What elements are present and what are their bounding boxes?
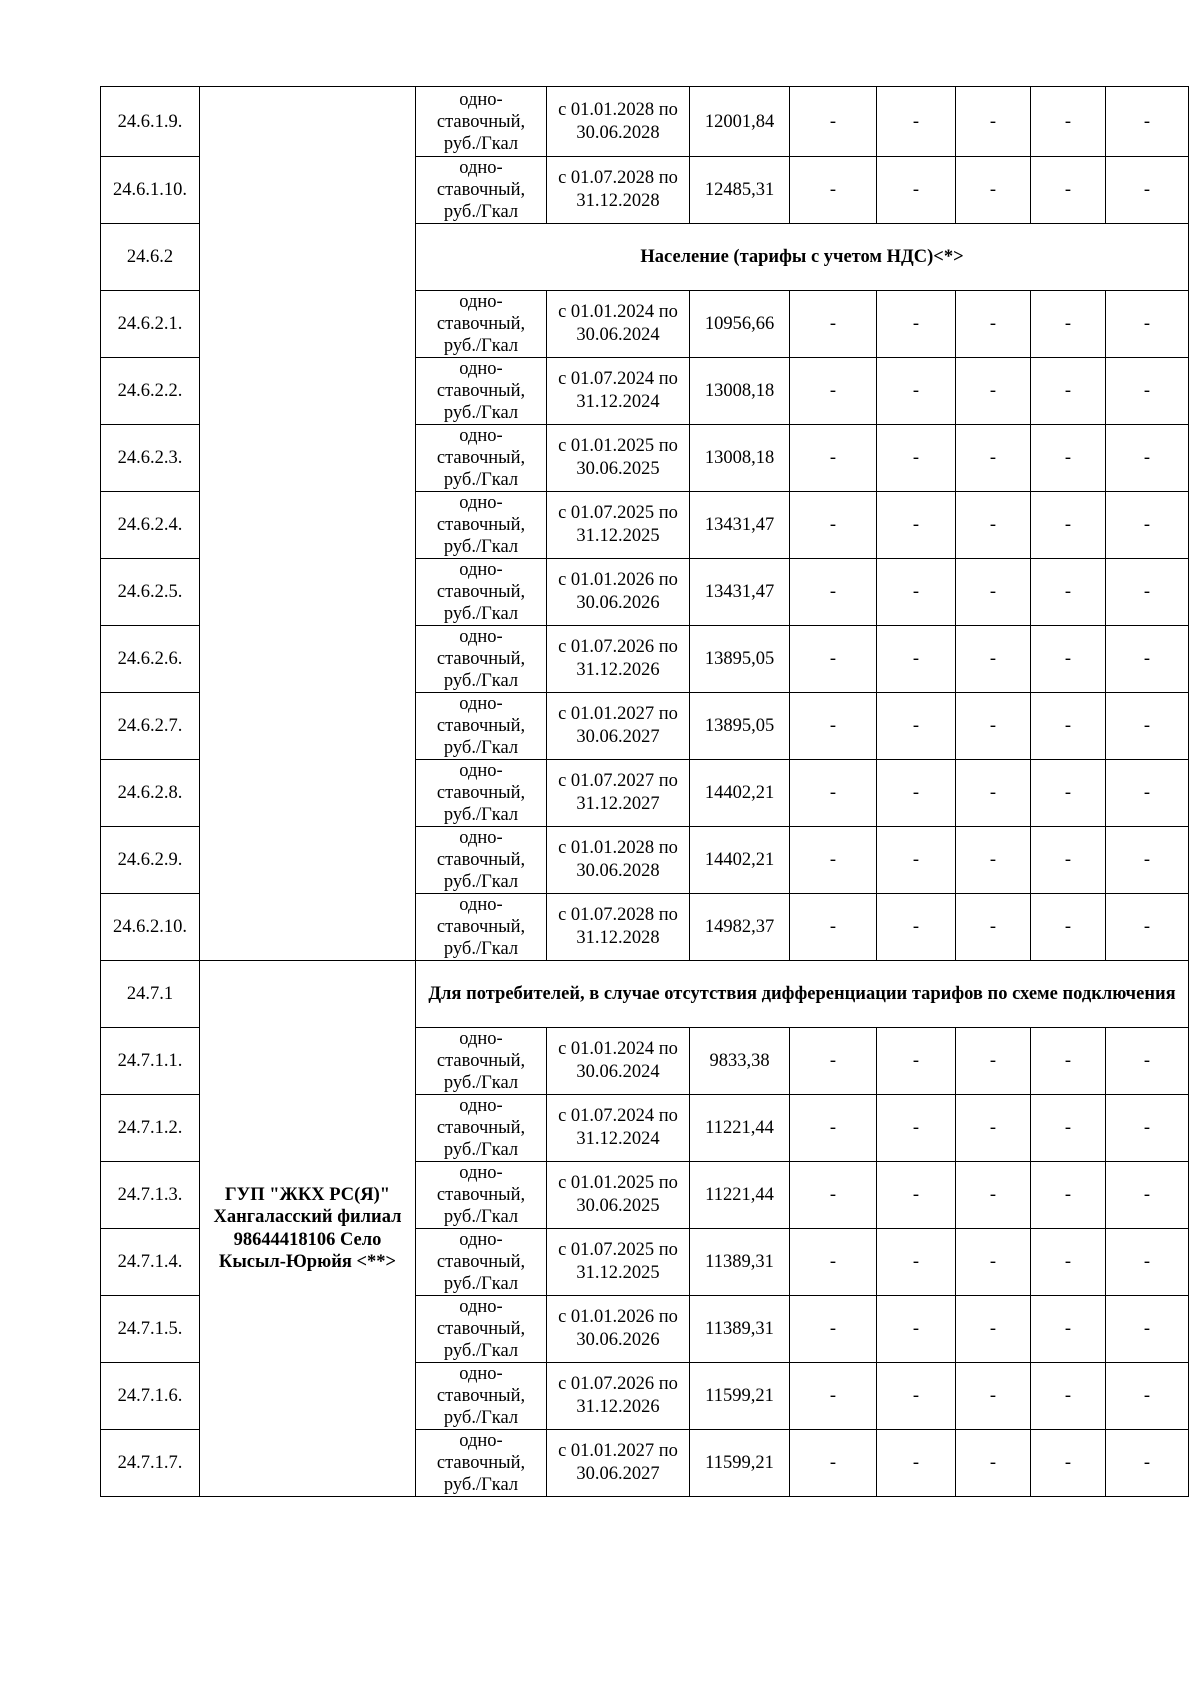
row-number: 24.6.2.1. [101, 291, 200, 358]
tariff-table [100, 86, 1189, 1497]
empty-value: - [956, 425, 1031, 492]
tariff-value: 13008,18 [690, 425, 790, 492]
empty-value: - [877, 1028, 956, 1095]
row-number: 24.6.2.2. [101, 358, 200, 425]
table-row [101, 87, 1189, 157]
empty-value: - [877, 559, 956, 626]
empty-value: - [877, 1296, 956, 1363]
period: с 01.07.2028 по 31.12.2028 [547, 894, 690, 961]
empty-value: - [790, 87, 877, 157]
tariff-value: 13008,18 [690, 358, 790, 425]
rate-type: одно-ставочный, руб./Гкал [416, 559, 547, 626]
period: с 01.01.2026 по 30.06.2026 [547, 559, 690, 626]
empty-value: - [1031, 626, 1106, 693]
row-number: 24.6.2.10. [101, 894, 200, 961]
empty-value: - [956, 1430, 1031, 1497]
empty-value: - [877, 693, 956, 760]
empty-value: - [956, 827, 1031, 894]
rate-type: одно-ставочный, руб./Гкал [416, 693, 547, 760]
empty-value: - [1031, 87, 1106, 157]
section-title: Население (тарифы с учетом НДС)<*> [416, 224, 1189, 291]
empty-value: - [877, 358, 956, 425]
rate-type: одно-ставочный, руб./Гкал [416, 1296, 547, 1363]
row-number: 24.7.1.7. [101, 1430, 200, 1497]
tariff-value: 9833,38 [690, 1028, 790, 1095]
tariff-table-body [101, 87, 1189, 1497]
empty-value: - [1106, 492, 1189, 559]
empty-value: - [877, 1363, 956, 1430]
section-row [101, 961, 1189, 1028]
empty-value: - [956, 1162, 1031, 1229]
period: с 01.01.2028 по 30.06.2028 [547, 827, 690, 894]
empty-value: - [877, 1162, 956, 1229]
rate-type: одно-ставочный, руб./Гкал [416, 1162, 547, 1229]
tariff-value: 12485,31 [690, 157, 790, 224]
empty-value: - [790, 1430, 877, 1497]
empty-value: - [1031, 1028, 1106, 1095]
row-number: 24.6.2.3. [101, 425, 200, 492]
period: с 01.07.2026 по 31.12.2026 [547, 1363, 690, 1430]
empty-value: - [1106, 1229, 1189, 1296]
empty-value: - [1031, 1363, 1106, 1430]
empty-value: - [790, 1095, 877, 1162]
empty-value: - [790, 894, 877, 961]
empty-value: - [790, 425, 877, 492]
rate-type: одно-ставочный, руб./Гкал [416, 87, 547, 157]
rate-type: одно-ставочный, руб./Гкал [416, 827, 547, 894]
rate-type: одно-ставочный, руб./Гкал [416, 358, 547, 425]
empty-value: - [1031, 291, 1106, 358]
period: с 01.07.2024 по 31.12.2024 [547, 358, 690, 425]
empty-value: - [877, 87, 956, 157]
row-number: 24.7.1.4. [101, 1229, 200, 1296]
row-number: 24.6.2.7. [101, 693, 200, 760]
empty-value: - [790, 157, 877, 224]
empty-value: - [1031, 1095, 1106, 1162]
tariff-value: 11389,31 [690, 1229, 790, 1296]
row-number: 24.6.2.4. [101, 492, 200, 559]
empty-value: - [1106, 358, 1189, 425]
rate-type: одно-ставочный, руб./Гкал [416, 1095, 547, 1162]
period: с 01.01.2025 по 30.06.2025 [547, 425, 690, 492]
empty-value: - [1031, 760, 1106, 827]
organization-cell: ГУП "ЖКХ РС(Я)" Хангаласский филиал 98644418106 Село Кысыл-Юрюйя <**> [200, 961, 416, 1497]
empty-value: - [1106, 760, 1189, 827]
period: с 01.01.2028 по 30.06.2028 [547, 87, 690, 157]
empty-value: - [790, 1229, 877, 1296]
empty-value: - [956, 87, 1031, 157]
row-number: 24.7.1 [101, 961, 200, 1028]
empty-value: - [956, 693, 1031, 760]
empty-value: - [1106, 291, 1189, 358]
period: с 01.01.2026 по 30.06.2026 [547, 1296, 690, 1363]
empty-value: - [1106, 425, 1189, 492]
empty-value: - [956, 492, 1031, 559]
empty-value: - [877, 291, 956, 358]
empty-value: - [877, 1229, 956, 1296]
row-number: 24.6.2.9. [101, 827, 200, 894]
organization-cell [200, 87, 416, 961]
row-number: 24.7.1.5. [101, 1296, 200, 1363]
period: с 01.07.2025 по 31.12.2025 [547, 1229, 690, 1296]
row-number: 24.7.1.6. [101, 1363, 200, 1430]
tariff-value: 14402,21 [690, 827, 790, 894]
rate-type: одно-ставочный, руб./Гкал [416, 492, 547, 559]
empty-value: - [790, 1296, 877, 1363]
empty-value: - [877, 1095, 956, 1162]
row-number: 24.7.1.2. [101, 1095, 200, 1162]
empty-value: - [790, 626, 877, 693]
tariff-value: 13895,05 [690, 626, 790, 693]
row-number: 24.7.1.3. [101, 1162, 200, 1229]
empty-value: - [1106, 87, 1189, 157]
empty-value: - [1031, 827, 1106, 894]
row-number: 24.6.2.5. [101, 559, 200, 626]
tariff-value: 11599,21 [690, 1363, 790, 1430]
tariff-value: 10956,66 [690, 291, 790, 358]
period: с 01.01.2024 по 30.06.2024 [547, 1028, 690, 1095]
empty-value: - [1031, 894, 1106, 961]
empty-value: - [1031, 1296, 1106, 1363]
rate-type: одно-ставочный, руб./Гкал [416, 894, 547, 961]
empty-value: - [790, 1028, 877, 1095]
rate-type: одно-ставочный, руб./Гкал [416, 1430, 547, 1497]
empty-value: - [956, 1028, 1031, 1095]
empty-value: - [1106, 693, 1189, 760]
row-number: 24.6.2 [101, 224, 200, 291]
rate-type: одно-ставочный, руб./Гкал [416, 157, 547, 224]
empty-value: - [956, 760, 1031, 827]
rate-type: одно-ставочный, руб./Гкал [416, 1229, 547, 1296]
row-number: 24.6.1.9. [101, 87, 200, 157]
empty-value: - [790, 693, 877, 760]
empty-value: - [1031, 358, 1106, 425]
period: с 01.01.2024 по 30.06.2024 [547, 291, 690, 358]
empty-value: - [1106, 1363, 1189, 1430]
empty-value: - [877, 827, 956, 894]
empty-value: - [1031, 693, 1106, 760]
row-number: 24.6.2.8. [101, 760, 200, 827]
empty-value: - [956, 358, 1031, 425]
empty-value: - [1106, 827, 1189, 894]
empty-value: - [1106, 626, 1189, 693]
empty-value: - [1106, 1296, 1189, 1363]
empty-value: - [1106, 157, 1189, 224]
empty-value: - [877, 1430, 956, 1497]
rate-type: одно-ставочный, руб./Гкал [416, 626, 547, 693]
empty-value: - [877, 894, 956, 961]
empty-value: - [1031, 559, 1106, 626]
tariff-value: 11221,44 [690, 1162, 790, 1229]
empty-value: - [956, 559, 1031, 626]
empty-value: - [877, 626, 956, 693]
empty-value: - [1106, 1095, 1189, 1162]
tariff-value: 14402,21 [690, 760, 790, 827]
empty-value: - [790, 760, 877, 827]
empty-value: - [877, 492, 956, 559]
empty-value: - [877, 760, 956, 827]
rate-type: одно-ставочный, руб./Гкал [416, 760, 547, 827]
empty-value: - [956, 157, 1031, 224]
tariff-value: 11599,21 [690, 1430, 790, 1497]
empty-value: - [790, 492, 877, 559]
tariff-value: 11221,44 [690, 1095, 790, 1162]
empty-value: - [790, 559, 877, 626]
empty-value: - [956, 1095, 1031, 1162]
tariff-value: 13431,47 [690, 492, 790, 559]
empty-value: - [1031, 425, 1106, 492]
empty-value: - [790, 827, 877, 894]
tariff-value: 12001,84 [690, 87, 790, 157]
tariff-value: 14982,37 [690, 894, 790, 961]
empty-value: - [1031, 157, 1106, 224]
empty-value: - [1031, 1162, 1106, 1229]
period: с 01.07.2028 по 31.12.2028 [547, 157, 690, 224]
period: с 01.01.2027 по 30.06.2027 [547, 1430, 690, 1497]
rate-type: одно-ставочный, руб./Гкал [416, 1028, 547, 1095]
empty-value: - [877, 425, 956, 492]
period: с 01.07.2026 по 31.12.2026 [547, 626, 690, 693]
row-number: 24.6.1.10. [101, 157, 200, 224]
rate-type: одно-ставочный, руб./Гкал [416, 1363, 547, 1430]
row-number: 24.7.1.1. [101, 1028, 200, 1095]
period: с 01.01.2025 по 30.06.2025 [547, 1162, 690, 1229]
empty-value: - [1106, 1162, 1189, 1229]
empty-value: - [956, 626, 1031, 693]
empty-value: - [1106, 1028, 1189, 1095]
tariff-value: 13431,47 [690, 559, 790, 626]
period: с 01.07.2025 по 31.12.2025 [547, 492, 690, 559]
empty-value: - [1106, 559, 1189, 626]
tariff-value: 13895,05 [690, 693, 790, 760]
empty-value: - [790, 1162, 877, 1229]
rate-type: одно-ставочный, руб./Гкал [416, 291, 547, 358]
tariff-value: 11389,31 [690, 1296, 790, 1363]
period: с 01.01.2027 по 30.06.2027 [547, 693, 690, 760]
empty-value: - [1031, 1229, 1106, 1296]
section-title: Для потребителей, в случае отсутствия дифференциации тарифов по схеме подключения [416, 961, 1189, 1028]
empty-value: - [956, 894, 1031, 961]
empty-value: - [1106, 1430, 1189, 1497]
empty-value: - [790, 358, 877, 425]
empty-value: - [1031, 492, 1106, 559]
period: с 01.07.2024 по 31.12.2024 [547, 1095, 690, 1162]
empty-value: - [790, 1363, 877, 1430]
empty-value: - [877, 157, 956, 224]
period: с 01.07.2027 по 31.12.2027 [547, 760, 690, 827]
empty-value: - [1106, 894, 1189, 961]
empty-value: - [1031, 1430, 1106, 1497]
row-number: 24.6.2.6. [101, 626, 200, 693]
empty-value: - [956, 1296, 1031, 1363]
empty-value: - [956, 291, 1031, 358]
empty-value: - [790, 291, 877, 358]
empty-value: - [956, 1363, 1031, 1430]
rate-type: одно-ставочный, руб./Гкал [416, 425, 547, 492]
empty-value: - [956, 1229, 1031, 1296]
